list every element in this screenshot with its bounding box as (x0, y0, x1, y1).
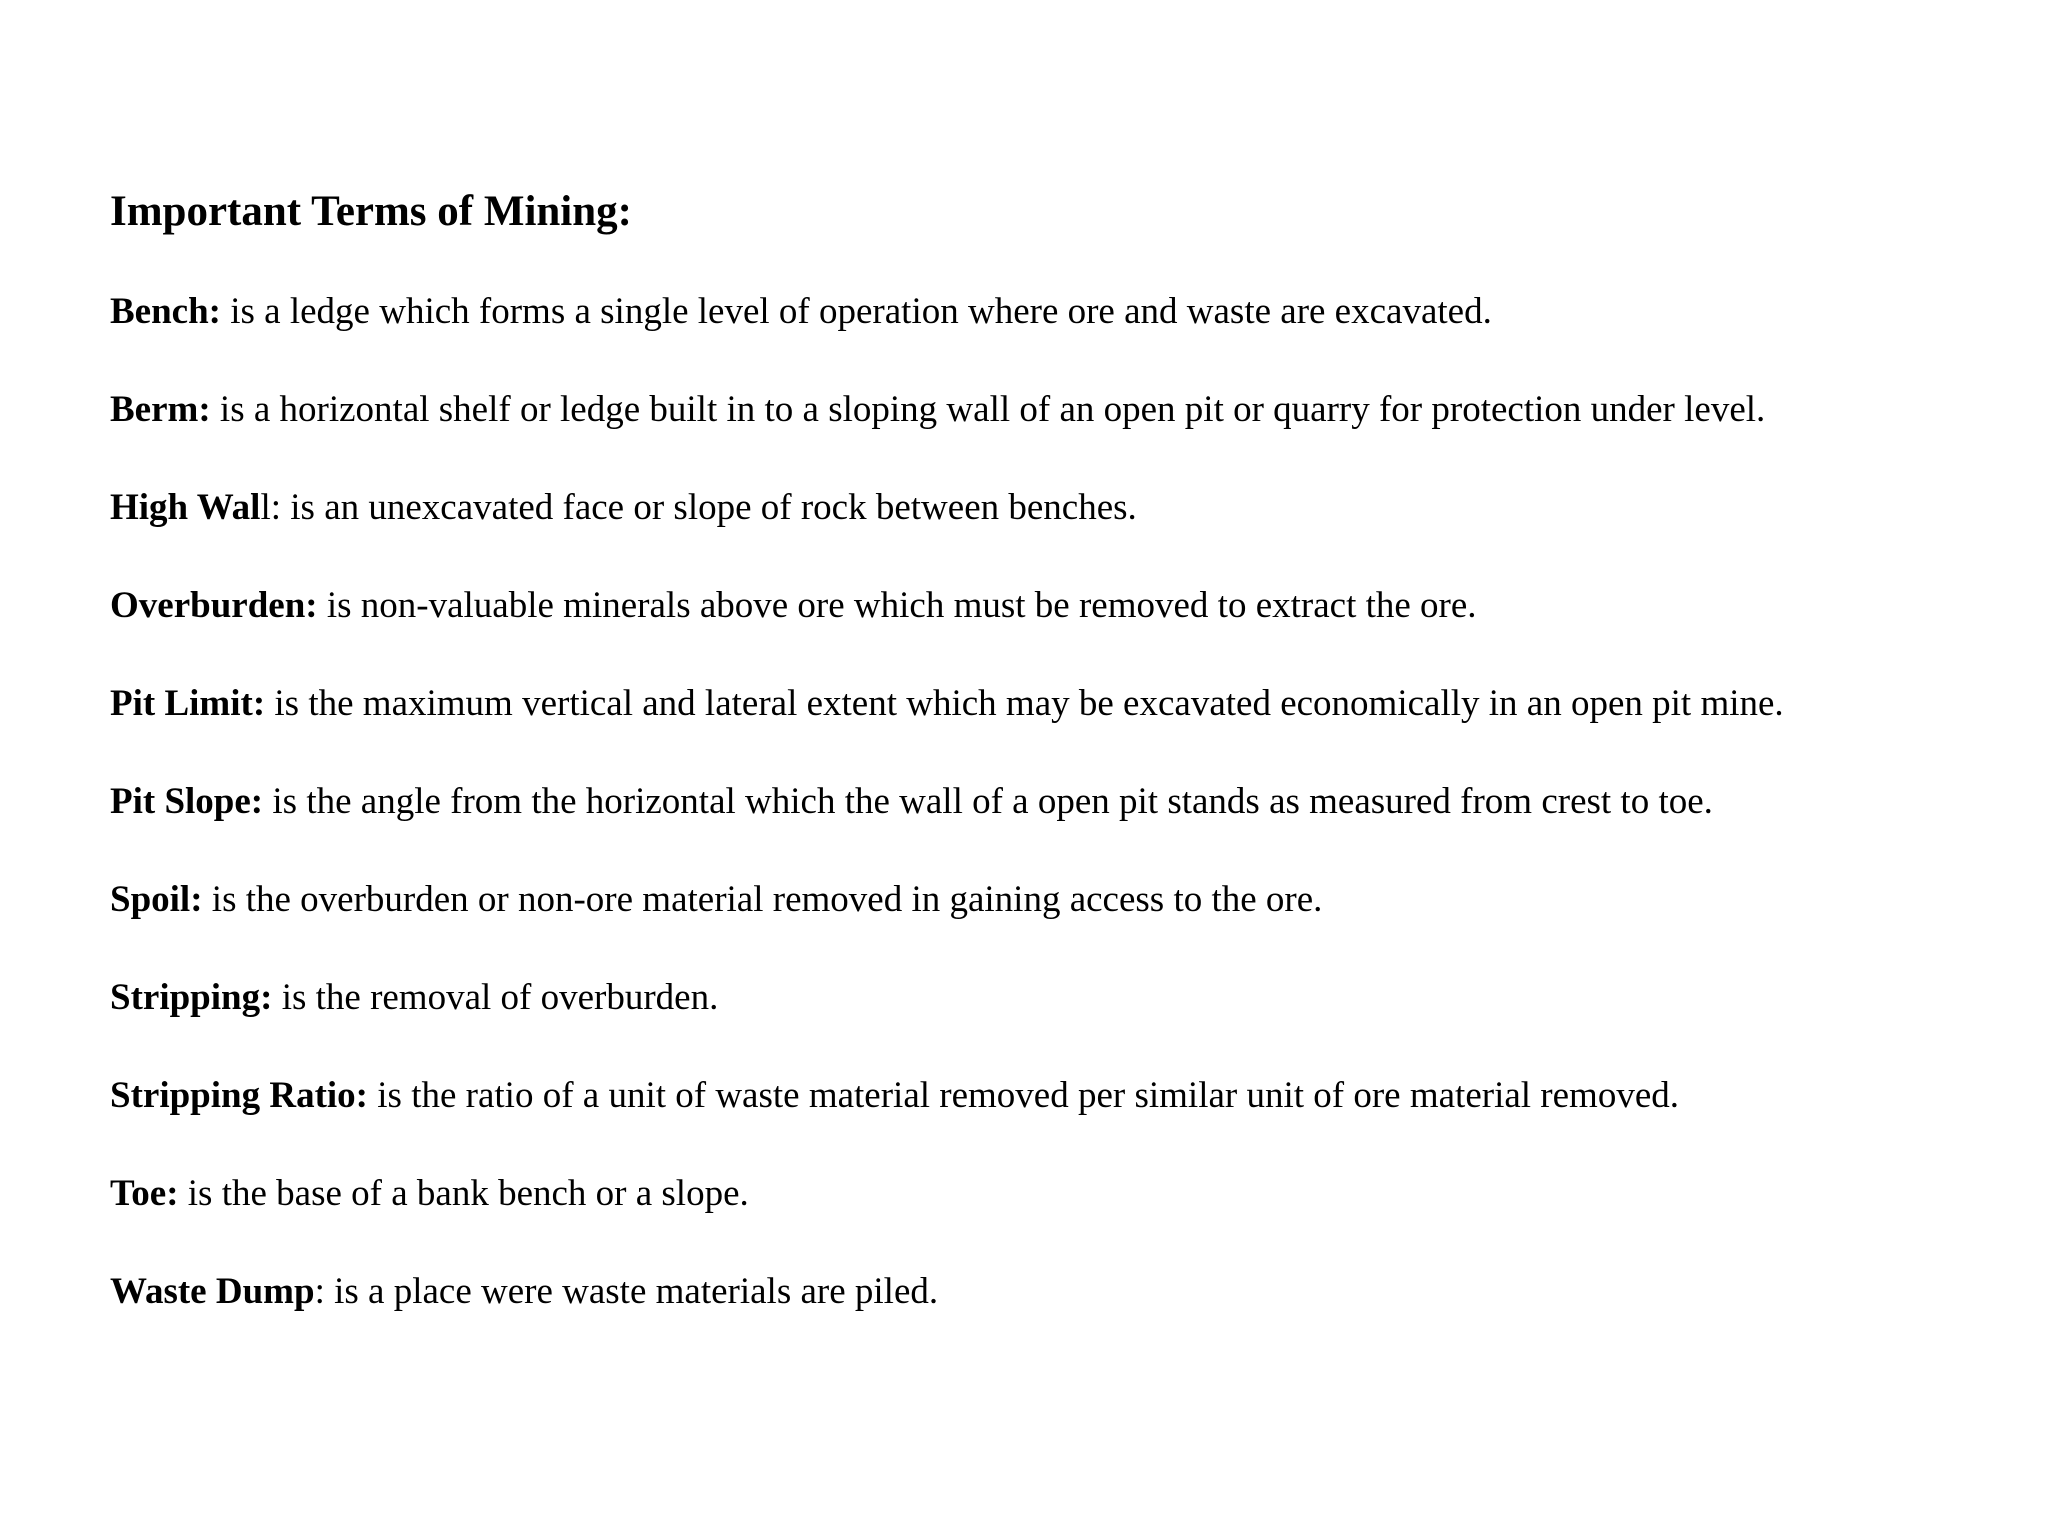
document-page (110, 186, 1920, 1365)
term-name: Bench: (110, 291, 221, 332)
term-name: High Wal (110, 487, 261, 528)
term-name: Toe: (110, 1173, 179, 1214)
term-name: Berm: (110, 389, 211, 430)
term-pit-slope (110, 777, 1920, 826)
term-name: Stripping: (110, 977, 273, 1018)
page-heading: Important Terms of Mining: (110, 188, 632, 235)
term-definition: is a horizontal shelf or ledge built in to a sloping wall of an open pit or quarry for protection under level. (210, 389, 1766, 430)
term-waste-dump (110, 1267, 1920, 1316)
term-name: Pit Limit: (110, 683, 266, 724)
term-definition: : is a place were waste materials are piled. (314, 1271, 939, 1312)
term-overburden (110, 581, 1920, 630)
term-definition: is the overburden or non-ore material removed in gaining access to the ore. (202, 879, 1323, 920)
term-definition: is non-valuable minerals above ore which must be removed to extract the ore. (317, 585, 1477, 626)
term-definition: is the ratio of a unit of waste material removed per similar unit of ore material removed. (368, 1075, 1680, 1116)
term-pit-limit (110, 679, 1920, 728)
term-spoil (110, 875, 1920, 924)
term-high-wall (110, 483, 1920, 532)
term-name: Spoil: (110, 879, 203, 920)
term-definition: l: is an unexcavated face or slope of rock between benches. (260, 487, 1137, 528)
term-name: Waste Dump (110, 1271, 315, 1312)
term-definition: is a ledge which forms a single level of operation where ore and waste are excavated. (221, 291, 1492, 332)
term-berm (110, 385, 1920, 434)
terms-list (110, 287, 1920, 1316)
term-stripping (110, 973, 1920, 1022)
term-definition: is the maximum vertical and lateral extent which may be excavated economically in an open pit mine. (265, 683, 1784, 724)
term-definition: is the base of a bank bench or a slope. (178, 1173, 749, 1214)
term-toe (110, 1169, 1920, 1218)
term-stripping-ratio (110, 1071, 1920, 1120)
term-bench (110, 287, 1920, 336)
term-definition: is the angle from the horizontal which the wall of a open pit stands as measured from crest to toe. (263, 781, 1713, 822)
term-definition: is the removal of overburden. (272, 977, 719, 1018)
term-name: Stripping Ratio: (110, 1075, 369, 1116)
term-name: Pit Slope: (110, 781, 264, 822)
term-name: Overburden: (110, 585, 318, 626)
